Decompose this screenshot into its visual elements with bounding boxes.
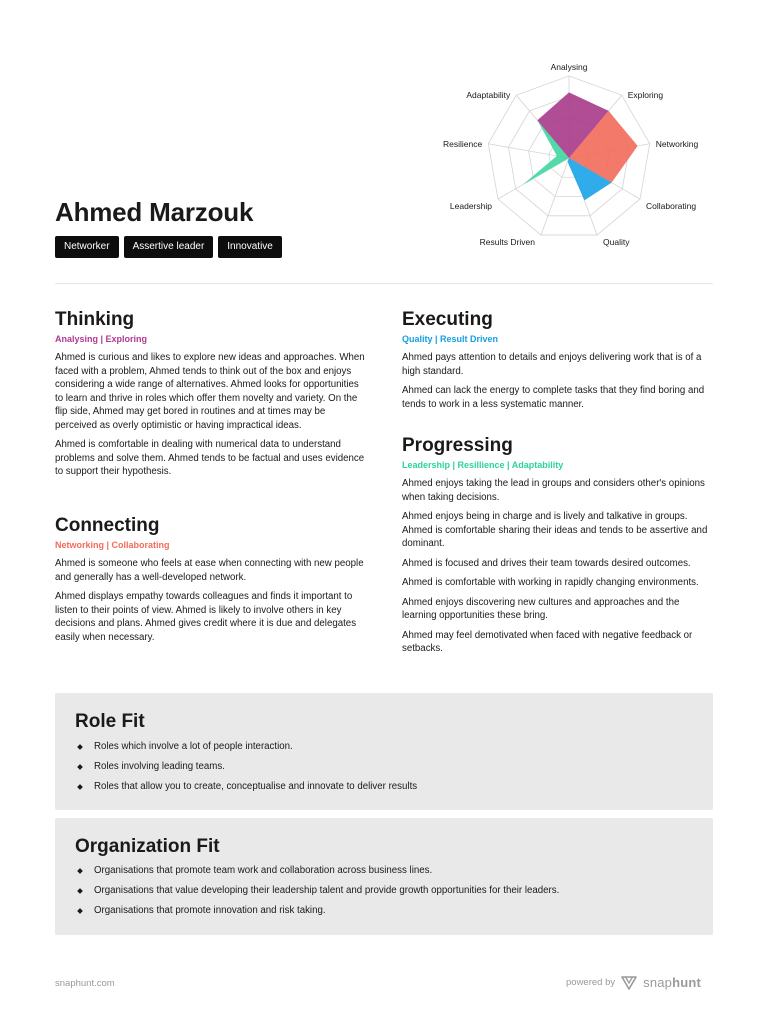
list-item-text: Roles which involve a lot of people interaction. [94,741,293,752]
divider [55,283,713,284]
bullet-icon [77,868,83,874]
section-title: Connecting [55,515,160,536]
radar-label: Collaborating [646,201,697,211]
radar-label: Networking [655,138,699,149]
role-fit-title: Role Fit [75,711,145,732]
section-thinking [55,309,367,485]
section-subtitle: Leadership | Resillience | Adaptability [402,460,564,470]
role-fit-box [55,693,713,810]
logo-bold-part: hunt [672,975,702,990]
list-item-text: Roles involving leading teams. [94,761,225,772]
paragraph: Ahmed enjoys taking the lead in groups and considers other's opinions when taking decisions. [402,478,705,503]
candidate-name: Ahmed Marzouk [55,197,254,227]
section-progressing [402,435,714,662]
radar-label: Quality [603,237,630,248]
tag-networker: Networker [55,236,119,258]
paragraph: Ahmed is curious and likes to explore new ideas and approaches. When faced with a problem, Ahmed tends to think out of the box and enjoys considering a wide range of alternatives. Ahmed looks for opportunities to learn and thrive in roles which offer them novelty and variety. On the flip side, Ahmed may get bored in routines and at times may be perceived as overly optimistic or having impractical ideas. [55,352,365,431]
paragraph: Ahmed is focused and drives their team towards desired outcomes. [402,557,691,569]
trait-tags [55,236,282,258]
bullet-icon [77,764,83,770]
snaphunt-logo-icon [621,976,637,990]
role-fit-list [75,740,417,800]
list-item-text: Roles that allow you to create, conceptualise and innovate to deliver results [94,781,418,792]
list-item-text: Organisations that promote innovation and risk taking. [94,905,326,916]
radar-label: Results Driven [479,237,535,248]
list-item [75,780,417,800]
list-item-text: Organisations that value developing their leadership talent and provide growth opportunities for their leaders. [94,885,560,896]
section-title: Executing [402,309,493,330]
list-item [75,760,417,780]
list-item [75,864,559,884]
footer-site-link[interactable]: snaphunt.com [55,978,115,989]
paragraph: Ahmed enjoys being in charge and is lively and talkative in groups. Ahmed is comfortable sharing their ideas and tends to be assertive and dominant. [402,511,708,549]
radar-label: Exploring [627,90,664,101]
paragraph: Ahmed may feel demotivated when faced with negative feedback or setbacks. [402,629,693,654]
list-item [75,904,559,924]
powered-by-text: powered by [566,977,616,988]
paragraph: Ahmed is someone who feels at ease when connecting with new people and generally has a well-developed network. [55,558,364,583]
list-item-text: Organisations that promote team work and collaboration across business lines. [94,865,433,876]
section-connecting [55,515,367,650]
radar-label: Adaptability [466,90,511,101]
snaphunt-logo-wordmark [643,975,701,990]
paragraph: Ahmed is comfortable in dealing with numerical data to understand problems and solve them. Ahmed tends to be factual and uses evidence to support their hypothesis. [55,439,365,477]
paragraph: Ahmed pays attention to details and enjoys delivering work that is of a high standard. [402,352,702,377]
section-executing [402,309,714,417]
radar-label: Resilience [443,138,483,149]
paragraph: Ahmed displays empathy towards colleagues and finds it important to listen to their points of view. Ahmed is likely to involve others in key decisions and plans. Ahmed gives credit where it is due and delegates easily when necessary. [55,591,357,643]
organization-fit-list [75,864,559,924]
section-title: Thinking [55,309,135,330]
organization-fit-title: Organization Fit [75,836,220,857]
paragraph: Ahmed enjoys discovering new cultures and approaches and the learning opportunities these bring. [402,596,680,621]
bullet-icon [77,888,83,894]
bullet-icon [77,784,83,790]
section-subtitle: Analysing | Exploring [55,334,148,344]
list-item [75,740,417,760]
radar-label: Analysing [550,62,588,72]
tag-innovative: Innovative [218,236,282,258]
organization-fit-box [55,818,713,935]
section-subtitle: Quality | Result Driven [402,334,499,344]
list-item [75,884,559,904]
paragraph: Ahmed is comfortable with working in rapidly changing environments. [402,577,699,588]
section-subtitle: Networking | Collaborating [55,540,170,550]
paragraph: Ahmed can lack the energy to complete tasks that they find boring and tends to work in a less systematic manner. [402,385,705,410]
section-title: Progressing [402,435,513,456]
radar-label: Leadership [449,201,492,211]
bullet-icon [77,908,83,914]
radar-chart [420,50,720,255]
bullet-icon [77,744,83,750]
tag-assertive-leader: Assertive leader [124,236,214,258]
logo-light-part: snap [643,975,673,990]
footer-powered-by [566,975,701,990]
